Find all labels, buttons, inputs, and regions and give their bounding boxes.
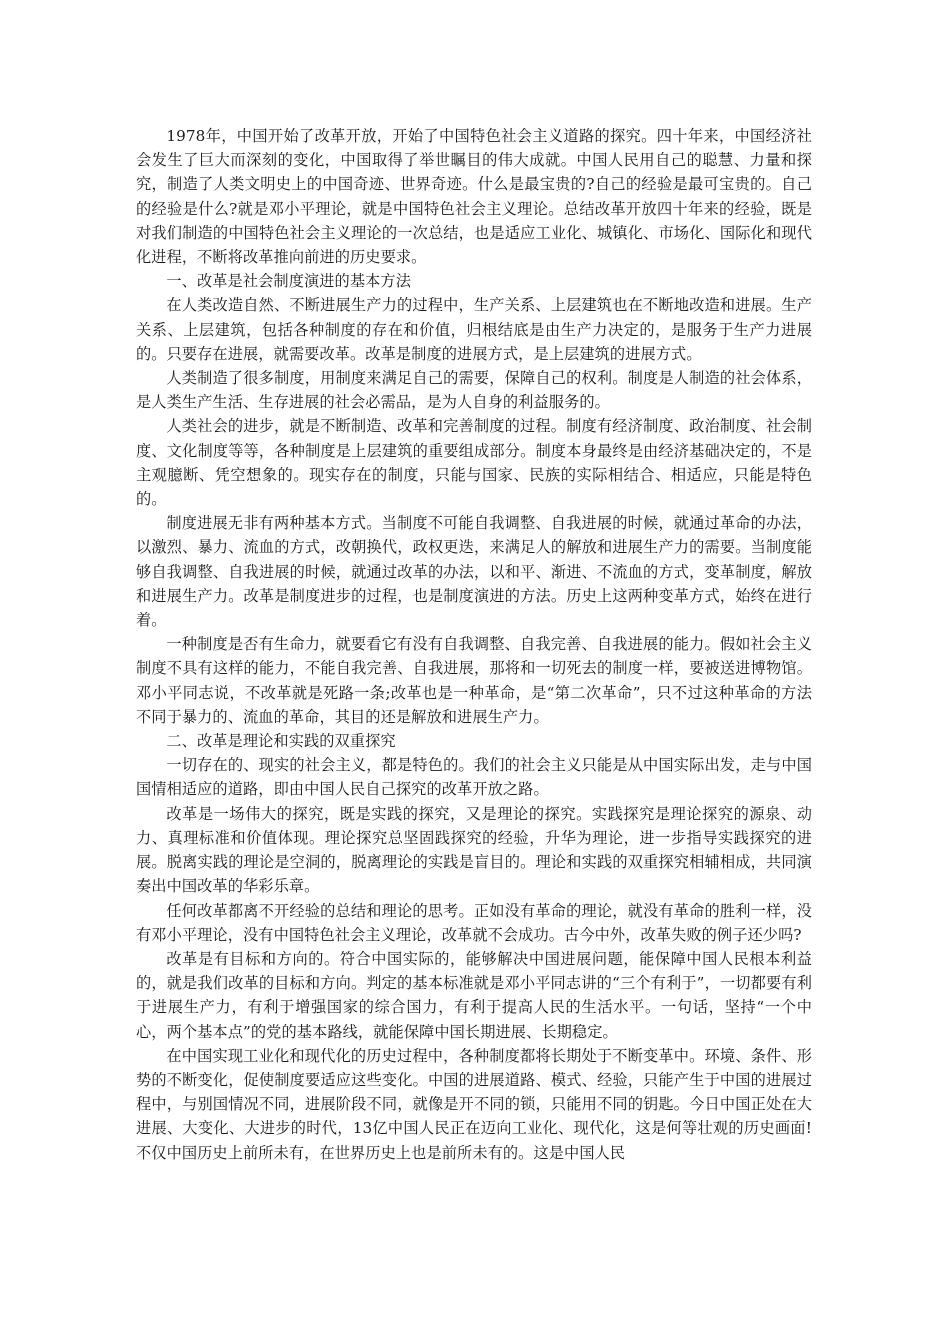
section-heading: 一、改革是社会制度演进的基本方法 bbox=[166, 272, 411, 291]
section-heading: 二、改革是理论和实践的双重探究 bbox=[166, 732, 396, 751]
document-body bbox=[136, 124, 812, 1165]
paragraph: 任何改革都离不开经验的总结和理论的思考。正如没有革命的理论，就没有革命的胜利一样，没有邓小平理论，没有中国特色社会主义理论，改革就不会成功。古今中外，改革失败的例子还少吗? bbox=[136, 901, 812, 944]
paragraph: 1978年，中国开始了改革开放，开始了中国特色社会主义道路的探究。四十年来，中国经济社会发生了巨大而深刻的变化，中国取得了举世瞩目的伟大成就。中国人民用自己的聪慧、力量和探究，制造了人类文明史上的中国奇迹、世界奇迹。什么是最宝贵的?自己的经验是最可宝贵的。自己的经验是什么?就是邓小平理论，就是中国特色社会主义理论。总结改革开放四十年来的经验，既是对我们制造的中国特色社会主义理论的一次总结，也是适应工业化、城镇化、市场化、国际化和现代化进程，不断将改革推向前进的历史要求。 bbox=[136, 127, 812, 267]
paragraph: 在人类改造自然、不断进展生产力的过程中，生产关系、上层建筑也在不断地改造和进展。生产关系、上层建筑，包括各种制度的存在和价值，归根结底是由生产力决定的，是服务于生产力进展的。只要存在进展，就需要改革。改革是制度的进展方式，是上层建筑的进展方式。 bbox=[136, 296, 812, 363]
paragraph: 一种制度是否有生命力，就要看它有没有自我调整、自我完善、自我进展的能力。假如社会主义制度不具有这样的能力，不能自我完善、自我进展，那将和一切死去的制度一样，要被送进博物馆。邓小平同志说，不改革就是死路一条;改革也是一种革命，是“第二次革命”，只不过这种革命的方法不同于暴力的、流血的革命，其目的还是解放和进展生产力。 bbox=[136, 635, 812, 726]
paragraph: 改革是一场伟大的探究，既是实践的探究，又是理论的探究。实践探究是理论探究的源泉、动力、真理标准和价值体现。理论探究总坚固践探究的经验，升华为理论，进一步指导实践探究的进展。脱离实践的理论是空洞的，脱离理论的实践是盲目的。理论和实践的双重探究相辅相成，共同演奏出中国改革的华彩乐章。 bbox=[136, 804, 812, 896]
paragraph: 改革是有目标和方向的。符合中国实际的，能够解决中国进展问题，能保障中国人民根本利益的，就是我们改革的目标和方向。判定的基本标准就是邓小平同志讲的“三个有利于”，一切都要有利于进展生产力，有利于增强国家的综合国力，有利于提高人民的生活水平。一句话，坚持“一个中心，两个基本点”的党的基本路线，就能保障中国长期进展、长期稳定。 bbox=[136, 949, 812, 1041]
paragraph: 制度进展无非有两种基本方式。当制度不可能自我调整、自我进展的时候，就通过革命的办法，以激烈、暴力、流血的方式，改朝换代，政权更迭，来满足人的解放和进展生产力的需要。当制度能够自我调整、自我进展的时候，就通过改革的办法，以和平、渐进、不流血的方式，变革制度，解放和进展生产力。改革是制度进步的过程，也是制度演进的方法。历史上这两种变革方式，始终在进行着。 bbox=[136, 514, 812, 630]
paragraph: 人类制造了很多制度，用制度来满足自己的需要，保障自己的权利。制度是人制造的社会体系，是人类生产生活、生存进展的社会必需品，是为人自身的利益服务的。 bbox=[136, 369, 812, 412]
paragraph: 在中国实现工业化和现代化的历史过程中，各种制度都将长期处于不断变革中。环境、条件、形势的不断变化，促使制度要适应这些变化。中国的进展道路、模式、经验，只能产生于中国的进展过程中，与别国情况不同，进展阶段不同，就像是开不同的锁，只能用不同的钥匙。今日中国正处在大进展、大变化、大进步的时代，13亿中国人民正在迈向工业化、现代化，这是何等壮观的历史画面!不仅中国历史上前所未有，在世界历史上也是前所未有的。这是中国人民 bbox=[136, 1046, 812, 1162]
paragraph: 一切存在的、现实的社会主义，都是特色的。我们的社会主义只能是从中国实际出发，走与中国国情相适应的道路，即由中国人民自己探究的改革开放之路。 bbox=[136, 756, 812, 799]
paragraph: 人类社会的进步，就是不断制造、改革和完善制度的过程。制度有经济制度、政治制度、社会制度、文化制度等等，各种制度是上层建筑的重要组成部分。制度本身最终是由经济基础决定的，不是主观臆断、凭空想象的。现实存在的制度，只能与国家、民族的实际相结合、相适应，只能是特色的。 bbox=[136, 417, 812, 509]
